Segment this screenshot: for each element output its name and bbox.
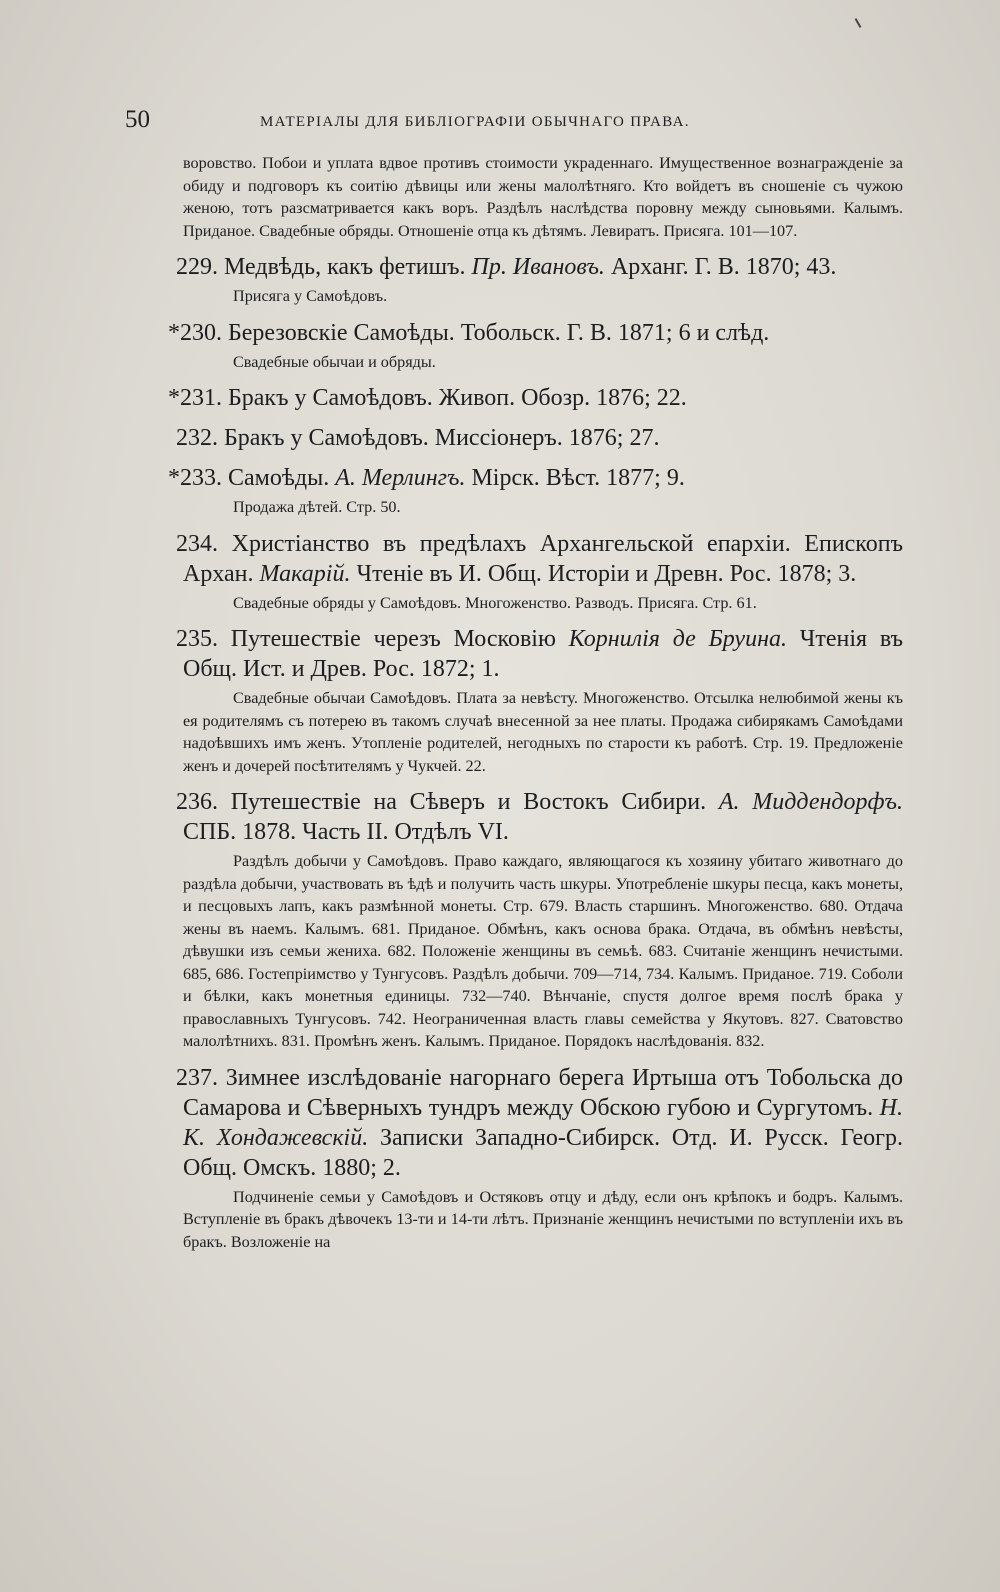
entry-title: Христiанство въ предѣлахъ Архангельской епархiи. Епископъ Архан. xyxy=(183,530,904,587)
entry-number: *233. xyxy=(168,465,222,491)
entry-title: Бракъ у Самоѣдовъ. Миссiонеръ. 1876; 27. xyxy=(224,425,660,451)
bibliography-entry xyxy=(168,463,903,519)
entry-citation xyxy=(168,318,903,348)
entry-source: Чтенiя въ Общ. Ист. и Древ. Рос. 1872; 1. xyxy=(183,626,904,682)
entry-annotation: Свадебные обычаи Самоѣдовъ. Плата за невѣсту. Многоженство. Отсылка нелюбимой жены къ ея родителямъ съ потерею въ такомъ случаѣ внесенной за нее платы. Продажа сибирякамъ Самоѣдами надоѣвшихъ имъ женъ. Утопленiе родителей, негодныхъ по старости къ работѣ. Стр. 19. Предложенiе женъ и дочерей посѣтителямъ у Чукчей. 22. xyxy=(183,689,903,775)
entry-number: 236. xyxy=(176,789,218,815)
entry-author: Пр. Ивановъ. xyxy=(471,254,605,280)
bibliography-entries xyxy=(168,252,904,1253)
entry-citation xyxy=(176,529,904,589)
entry-number: 237. xyxy=(176,1064,218,1091)
entry-title: Березовскiе Самоѣды. Тобольск. Г. В. 1871; 6 и слѣд. xyxy=(228,319,770,346)
bibliography-entry xyxy=(176,624,904,777)
entry-number: 232. xyxy=(176,425,218,451)
entry-title: Зимнее изслѣдованiе нагорнаго берега Иртыша отъ Тобольска до Самарова и Сѣверныхъ тундръ между Обскою губою и Сургутомъ. xyxy=(183,1064,903,1121)
entry-citation xyxy=(168,463,903,493)
entry-author: А. Мерлингъ. xyxy=(335,465,466,491)
entry-citation xyxy=(176,787,904,847)
entry-number: 234. xyxy=(176,530,218,557)
bibliography-entry xyxy=(176,423,903,453)
entry-source: Записки Западно-Сибирск. Отд. И. Русск. Геогр. Общ. Омскъ. 1880; 2. xyxy=(183,1124,903,1181)
entry-title: Путешествiе на Сѣверъ и Востокъ Сибири. xyxy=(230,789,707,815)
page-header xyxy=(125,106,765,136)
entry-citation xyxy=(176,423,903,453)
entry-source: Чтенiе въ И. Общ. Исторiи и Древн. Рос. 1878; 3. xyxy=(356,560,857,587)
entry-source: Арханг. Г. В. 1870; 43. xyxy=(610,254,837,280)
entry-author: А. Миддендорфъ. xyxy=(718,789,904,815)
bibliography-entry xyxy=(176,1063,904,1254)
entry-number: *230. xyxy=(168,319,222,346)
page-number: 50 xyxy=(125,106,150,133)
entry-number: *231. xyxy=(168,385,222,411)
entry-citation xyxy=(176,624,904,684)
entry-annotation: Подчиненiе семьи у Самоѣдовъ и Остяковъ отцу и дѣду, если онъ крѣпокъ и бодръ. Калымъ. Вступленiе въ бракъ дѣвочекъ 13-ти и 14-ти лѣтъ. Признанiе женщинъ нечистыми по вступленiи ихъ въ бракъ. Возложенiе на xyxy=(183,1187,903,1251)
scan-speck xyxy=(855,18,862,28)
entry-annotation: Свадебные обряды у Самоѣдовъ. Многоженство. Разводъ. Присяга. Стр. 61. xyxy=(233,593,757,612)
entry-source: СПБ. 1878. Часть II. Отдѣлъ VI. xyxy=(183,819,509,845)
entry-annotation: Свадебные обычаи и обряды. xyxy=(233,352,436,371)
bibliography-entry xyxy=(176,787,904,1053)
running-title: МАТЕРIАЛЫ ДЛЯ БИБЛIОГРАФIИ ОБЫЧНАГО ПРАВА. xyxy=(260,114,690,130)
bibliography-entry xyxy=(176,529,904,615)
continued-annotation: воровство. Побои и уплата вдвое противъ стоимости украденнаго. Имущественное вознагражденiе за обиду и подговоръ къ соитiю дѣвицы или жены малолѣтняго. Кто войдетъ въ сношенiе съ чужою женою, тотъ разсматривается какъ воръ. Раздѣлъ наслѣдства поровну между сыновьями. Калымъ. Приданое. Свадебные обряды. Отношенiе отца къ дѣтямъ. Левиратъ. Присяга. 101—107. xyxy=(183,154,903,240)
bibliography-entry xyxy=(168,383,903,413)
entry-annotation: Присяга у Самоѣдовъ. xyxy=(233,287,388,305)
bibliography-entry xyxy=(176,252,903,308)
entry-title: Бракъ у Самоѣдовъ. Живоп. Обозр. 1876; 22. xyxy=(228,385,687,411)
bibliography-entry xyxy=(168,318,903,374)
entry-title: Медвѣдь, какъ фетишъ. xyxy=(224,254,466,280)
entry-citation xyxy=(176,1063,904,1183)
entry-author: Макарiй. xyxy=(259,560,351,587)
entry-citation xyxy=(168,383,903,413)
entry-citation xyxy=(176,252,903,282)
entry-annotation: Раздѣлъ добычи у Самоѣдовъ. Право каждаго, являющагося къ хозяину убитаго животнаго до раздѣла добычи, участвовать въ ѣдѣ и получить часть шкуры. Употребленiе шкуры песца, какъ монеты, и песцовыхъ лапъ, какъ размѣнной монеты. Стр. 679. Власть старшинъ. Многоженство. 680. Отдача жены въ наемъ. Калымъ. 681. Приданое. Обмѣнъ, какъ основа брака. Отдача, въ обмѣнъ невѣсты, дѣвушки изъ семьи жениха. 682. Положенiе женщины въ семьѣ. 683. Считанiе женщинъ нечистыми. 685, 686. Гостепрiимство у Тунгусовъ. Раздѣлъ добычи. 709—714, 734. Калымъ. Приданое. 719. Соболи и бѣлки, какъ монетныя единицы. 732—740. Вѣнчанiе, спустя долгое время послѣ брака у православныхъ Тунгусовъ. 742. Неограниченная власть главы семейства у Якутовъ. 827. Сватовство малолѣтнихъ. 831. Промѣнъ женъ. Калымъ. Приданое. Порядокъ наслѣдованiя. 832. xyxy=(183,852,903,1050)
entry-title: Самоѣды. xyxy=(228,465,330,491)
page-body xyxy=(168,152,904,1257)
entry-author: Корнилiя де Бруина. xyxy=(568,626,787,652)
entry-number: 229. xyxy=(176,254,218,280)
entry-source: Мiрск. Вѣст. 1877; 9. xyxy=(471,465,685,491)
entry-number: 235. xyxy=(176,626,218,652)
entry-annotation: Продажа дѣтей. Стр. 50. xyxy=(233,498,401,516)
entry-author: Н. К. Хондажевскiй. xyxy=(183,1094,904,1151)
entry-title: Путешествiе черезъ Московiю xyxy=(230,626,556,652)
